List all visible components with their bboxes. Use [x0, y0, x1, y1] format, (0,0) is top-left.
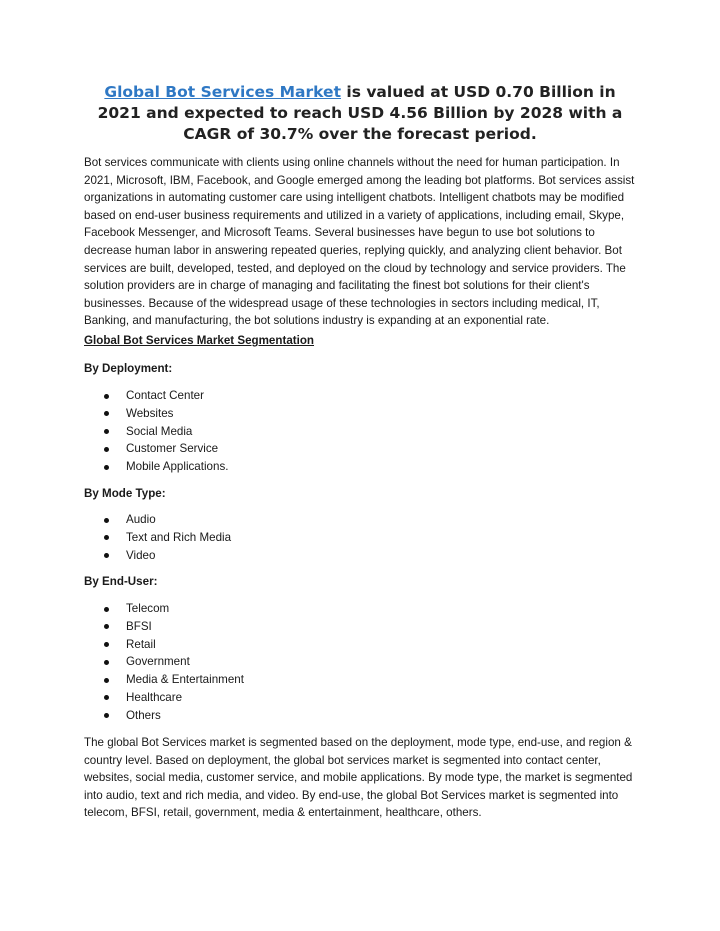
bullet-icon: [104, 607, 109, 612]
list-item-label: Government: [126, 655, 190, 669]
bullet-icon: [104, 394, 109, 399]
list-item: [84, 440, 228, 458]
list-item: [84, 707, 244, 725]
end-user-list: [84, 600, 244, 725]
list-item: [84, 671, 244, 689]
bullet-icon: [104, 642, 109, 647]
list-item-label: Audio: [126, 513, 156, 526]
bullet-icon: [104, 695, 109, 700]
bullet-icon: [104, 535, 109, 540]
bullet-icon: [104, 411, 109, 416]
deployment-list: [84, 387, 228, 476]
list-item-label: Websites: [126, 406, 174, 420]
list-item: [84, 458, 228, 476]
mode-type-heading: By Mode Type:: [84, 487, 166, 500]
bullet-icon: [104, 553, 109, 558]
list-item-label: Mobile Applications.: [126, 460, 229, 474]
list-item: [84, 689, 244, 707]
list-item: [84, 618, 244, 636]
list-item-label: Telecom: [126, 602, 170, 615]
list-item: [84, 600, 244, 618]
bullet-icon: [104, 660, 109, 665]
list-item: [84, 547, 231, 565]
list-item: [84, 387, 228, 405]
list-item-label: Customer Service: [126, 442, 219, 456]
list-item-label: BFSI: [126, 619, 152, 633]
summary-paragraph: The global Bot Services market is segmented based on the deployment, mode type, end-use, and region & country level. Based on deployment, the global bot services market is segmented into contact center, websites, social media, customer service, and mobile applications. By mode type, the market is segmented into audio, text and rich media, and video. By end-use, the global Bot Services market is segmented into telecom, BFSI, retail, government, media & entertainment, healthcare, others.: [84, 736, 633, 820]
intro-paragraph: Bot services communicate with clients using online channels without the need for human participation. In 2021, Microsoft, IBM, Facebook, and Google emerged among the leading bot platforms. Bot services assist organizations in automating customer care using intelligent chatbots. Intelligent chatbots may be modified based on end-user business requirements and utilized in a variety of applications, including email, Skype, Facebook Messenger, and Microsoft Teams. Several businesses have begun to use bot solutions to decrease human labor in answering repeated queries, replying quickly, and analyzing client behavior. Bot services are built, developed, tested, and deployed on the cloud by technology and service providers. The solution providers are in charge of managing and facilitating the finest bot solutions for their client's businesses. Because of the widespread usage of these technologies in sectors including medical, IT, Banking, and manufacturing, the bot solutions industry is expanding at an exponential rate.: [84, 156, 635, 328]
mode-type-list: [84, 511, 231, 564]
list-item-label: Contact Center: [126, 389, 204, 402]
list-item: [84, 405, 228, 423]
title-rest: is valued at USD 0.70 Billion in 2021 and expected to reach USD 4.56 Billion by 2028 with a CAGR of 30.7% over the forecast period.: [97, 83, 623, 143]
list-item-label: Text and Rich Media: [126, 530, 232, 544]
list-item-label: Video: [126, 548, 156, 562]
list-item: [84, 636, 244, 654]
list-item: [84, 653, 244, 671]
bullet-icon: [104, 518, 109, 523]
list-item: [84, 529, 231, 547]
list-item-label: Retail: [126, 637, 156, 651]
list-item-label: Healthcare: [126, 690, 183, 704]
end-user-heading: By End-User:: [84, 575, 158, 588]
list-item-label: Social Media: [126, 424, 193, 438]
bullet-icon: [104, 429, 109, 434]
segmentation-heading: Global Bot Services Market Segmentation: [84, 334, 315, 347]
list-item-label: Others: [126, 708, 161, 722]
bullet-icon: [104, 624, 109, 629]
bullet-icon: [104, 447, 109, 452]
page-title: [84, 82, 636, 145]
list-item-label: Media & Entertainment: [126, 673, 244, 687]
market-title-link[interactable]: Global Bot Services Market: [104, 83, 341, 101]
bullet-icon: [104, 713, 109, 718]
bullet-icon: [104, 465, 109, 470]
deployment-heading: By Deployment:: [84, 362, 173, 375]
list-item: [84, 423, 228, 441]
list-item: [84, 511, 231, 529]
bullet-icon: [104, 678, 109, 683]
